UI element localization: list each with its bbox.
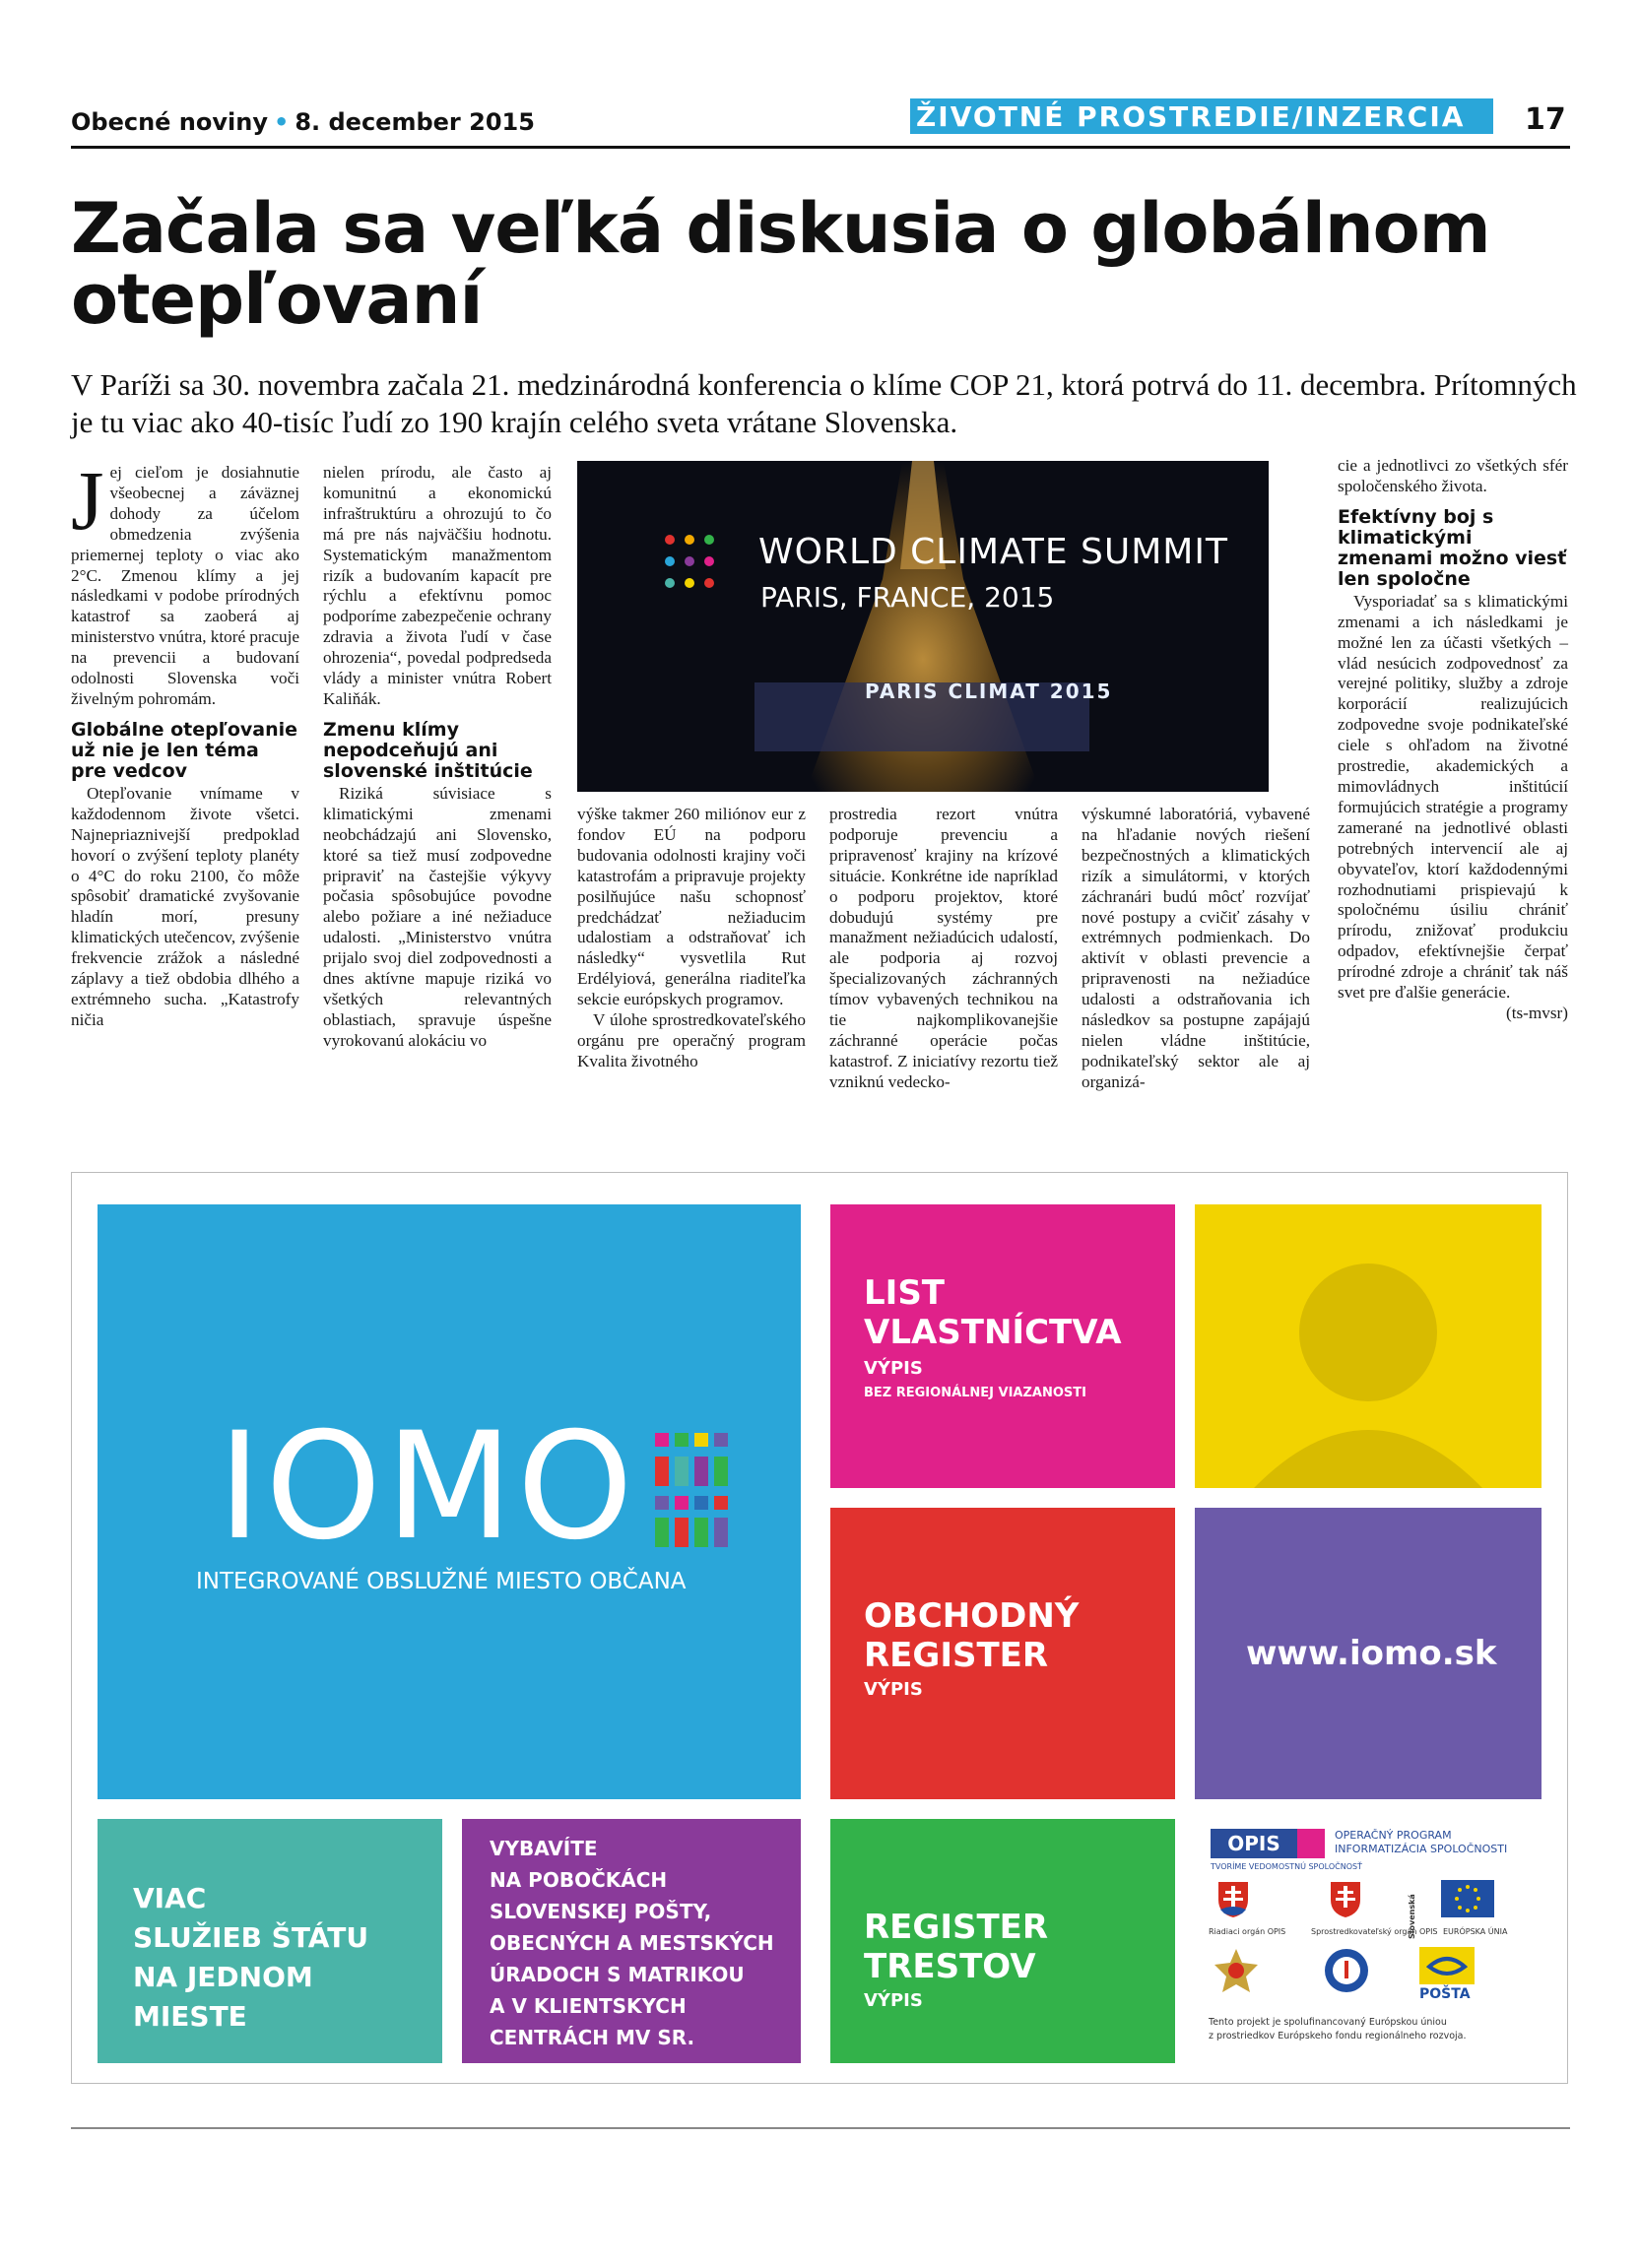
person-photo-icon xyxy=(1195,1204,1542,1488)
column3-paragraph1: výške takmer 260 miliónov eur z fondov EÚ na podporu budovania odolnosti krajiny voči katastrofám a pripravuje projekty posilňujúce našu schopnosť predchádzať nežiaducim udalostiam a odstraňovať ich následky“ vysvetlila Rut Erdélyiová, generálna riaditeľka sekcie európskych programov. xyxy=(577,805,806,1009)
masthead xyxy=(71,108,535,136)
column2-paragraph1: nielen prírodu, ale často aj komunitnú a ekonomickú infraštruktúru a ohrozujú to čo má pre nás najväčšiu hodnotu. Systematickým manažmentom rizík a budovaním kapacít pre rýchlu a efektívnu pomoc podporíme zabezpečenie ochrany zdravia a života ľudí v čase ohrozenia“, povedal podpredseda vlády a minister vnútra Robert Kaliňák. xyxy=(323,463,552,708)
eiffel-tower-illustration xyxy=(577,461,1269,792)
logo-label-3: EURÓPSKA ÚNIA xyxy=(1443,1927,1508,1936)
obchodny-register-tile xyxy=(830,1508,1175,1799)
column1-paragraph2: Otepľovanie vnímame v každodennom živote všetci. Najnepriaznivejší predpoklad hovorí o zvýšení teploty planéty o 4°C do roku 2100, čo môže spôsobiť dramatické zvyšovanie hladín morí, presuny klimatických utečencov, zvýšenie frekvencie zrážok a následné záplavy a tiež obdobia dlhého a extrémneho sucha. „Katastrofy ničia xyxy=(71,783,299,1029)
iomo-url[interactable]: www.iomo.sk xyxy=(1246,1634,1497,1673)
partner-logos-panel xyxy=(1195,1819,1542,2063)
iomo-advertisement xyxy=(71,1172,1568,2084)
tile2-line1: OBCHODNÝ xyxy=(864,1596,1080,1636)
vybavite-tile xyxy=(462,1819,801,2063)
page-number: 17 xyxy=(1525,102,1566,137)
tile4-line3: SLOVENSKEJ POŠTY, xyxy=(490,1900,712,1923)
cofinancing-line1: Tento projekt je spolufinancovaný Európskou úniou xyxy=(1209,2017,1447,2028)
article-column-3 xyxy=(577,805,806,1072)
tile4-line6: A V KLIENTSKYCH xyxy=(490,1994,687,2018)
column5-paragraph1: výskumné laboratóriá, vybavené na hľadanie nových riešení bezpečnostných a klimatických rizík a simulátormi, v ktorých záchranári budú môcť rozvíjať nové postupy a cvičiť zásahy v extrémnych podmienkach. Do aktivít v oblasti prevencie a pripravenosti na nežiadúce udalosti a odstraňovania ich následkov sa postupne zapájajú nielen vládne inštitúcie, podnikateľský sektor ale aj organizá- xyxy=(1082,805,1310,1091)
tile4-line1: VYBAVÍTE xyxy=(490,1837,598,1860)
article-signature: (ts-mvsr) xyxy=(1505,1003,1568,1022)
posta-vertical-label: Slovenská xyxy=(1408,1894,1416,1939)
ministry-coat-of-arms-icon xyxy=(1329,1880,1362,1919)
url-tile xyxy=(1195,1508,1542,1799)
subheading-3: Efektívny boj s klimatickými zmenami možno viesť len spoločne xyxy=(1338,505,1567,590)
tile1-line2: VLASTNÍCTVA xyxy=(864,1313,1122,1352)
tile4-line2: NA POBOČKÁCH xyxy=(490,1868,668,1892)
slovak-coat-of-arms-icon xyxy=(1216,1880,1250,1919)
viac-sluzieb-tile xyxy=(98,1819,442,2063)
photo-title: WORLD CLIMATE SUMMIT xyxy=(758,532,1228,572)
posta-label: POŠTA xyxy=(1419,1986,1471,2002)
tile5-line1: REGISTER xyxy=(864,1908,1049,1947)
subheading-1: Globálne otepľovanie už nie je len téma pre vedcov xyxy=(71,718,298,782)
column2-paragraph2: Riziká súvisiace s klimatickými zmenami neobchádzajú ani Slovensko, ktoré sa tiež musí zodpovedne pripraviť na častejšie výkyvy počasia spôsobujúce povodne alebo požiare a iné nežiaduce udalosti. „Ministerstvo vnútra prijalo svoj diel zodpovednosti a dnes aktívne mapuje riziká vo všetkých relevantných oblastiach, spravuje úspešne vyrokovanú alokáciu vo xyxy=(323,783,552,1050)
column4-paragraph1: prostredia rezort vnútra podporuje prevenciu a pripravenosť krajiny na krízové situácie. Konkrétne ide napríklad o podporu projektov, ktoré dobudujú systémy pre manažment nežiadúcich udalostí, ale podporia aj rozvoj špecializovaných záchranných tímov vybavených technikou na tie najkomplikovanejšie záchranné operácie počas katastrof. Z iniciatívy rezortu tiež vzniknú vedecko- xyxy=(829,805,1058,1091)
drop-cap: J xyxy=(71,453,104,548)
iomo-logo-tile xyxy=(98,1204,801,1799)
tile2-line2: REGISTER xyxy=(864,1636,1049,1675)
iomo-logo: IOMO xyxy=(218,1401,637,1573)
headline: Začala sa veľká diskusia o globálnom otepľovaní xyxy=(71,188,1490,340)
article-column-2 xyxy=(323,463,552,1052)
tile1-line4: BEZ REGIONÁLNEJ VIAZANOSTI xyxy=(864,1386,1086,1400)
register-trestov-tile xyxy=(830,1819,1175,2063)
tile3-line2: SLUŽIEB ŠTÁTU xyxy=(133,1921,369,1954)
posta-logo-icon xyxy=(1419,1947,1475,1984)
article-column-1 xyxy=(71,453,299,1031)
tile1-line1: LIST xyxy=(864,1273,945,1313)
subheading-2: Zmenu klímy nepodceňujú ani slovenské inštitúcie xyxy=(323,718,533,782)
opis-program-line1: OPERAČNÝ PROGRAM xyxy=(1335,1829,1452,1842)
iomo-people-icon xyxy=(655,1433,742,1551)
opis-program-text xyxy=(1335,1829,1507,1856)
tile5-line3: VÝPIS xyxy=(864,1990,923,2011)
logo-label-2: Sprostredkovateľský orgán OPIS xyxy=(1311,1927,1438,1936)
cofinancing-note xyxy=(1209,2016,1467,2043)
eu-flag-icon xyxy=(1441,1880,1494,1917)
photo-subtitle: PARIS, FRANCE, 2015 xyxy=(760,581,1055,614)
tile5-line2: TRESTOV xyxy=(864,1947,1036,1986)
header-rule xyxy=(71,146,1570,149)
photo-sign: PARIS CLIMAT 2015 xyxy=(865,680,1113,703)
yellow-photo-tile xyxy=(1195,1204,1542,1488)
eiffel-tower-photo xyxy=(577,461,1269,792)
article-column-4 xyxy=(829,805,1058,1093)
section-label: ŽIVOTNÉ PROSTREDIE/INZERCIA xyxy=(916,100,1466,133)
tile4-line7: CENTRÁCH MV SR. xyxy=(490,2026,695,2049)
article-column-5 xyxy=(1082,805,1310,1093)
tile4-line4: OBECNÝCH A MESTSKÝCH xyxy=(490,1931,774,1955)
opis-claim: TVORÍME VEDOMOSTNÚ SPOLOČNOSŤ xyxy=(1211,1862,1362,1871)
iomo-tagline: INTEGROVANÉ OBSLUŽNÉ MIESTO OBČANA xyxy=(196,1569,687,1594)
paper-name: Obecné noviny xyxy=(71,108,268,136)
logo-label-1: Riadiaci orgán OPIS xyxy=(1209,1927,1286,1936)
separator-dot: • xyxy=(273,108,290,136)
post-horn-icon xyxy=(1419,1947,1475,1984)
police-emblem-icon xyxy=(1213,1947,1260,1994)
opis-program-line2: INFORMATIZÁCIA SPOLOČNOSTI xyxy=(1335,1843,1508,1855)
column6-paragraph1: cie a jednotlivci zo všetkých sfér spoločenského života. xyxy=(1338,456,1568,495)
tile1-line3: VÝPIS xyxy=(864,1358,923,1379)
lead-paragraph: V Paríži sa 30. novembra začala 21. medzinárodná konferencia o klíme COP 21, ktorá potrvá do 11. decembra. Prítomných je tu viac ako 40-tisíc ľudí zo 190 krajín celého sveta vrátane Slovenska. xyxy=(71,367,1577,439)
column3-paragraph2: V úlohe sprostredkovateľského orgánu pre operačný program Kvalita životného xyxy=(577,1010,806,1070)
tile4-line5: ÚRADOCH S MATRIKOU xyxy=(490,1963,745,1986)
cofinancing-line2: z prostriedkov Európskeho fondu regionálneho rozvoja. xyxy=(1209,2031,1467,2041)
opis-logo-accent xyxy=(1297,1829,1325,1858)
article-column-6 xyxy=(1338,456,1568,1024)
tile3-line3: NA JEDNOM xyxy=(133,1961,313,1993)
column1-paragraph1: ej cieľom je dosiahnutie všeobecnej a záväznej dohody za účelom obmedzenia zvýšenia priemernej teploty o viac ako 2°C. Zmenou klímy a jej následkami v podobe prírodných katastrof sa zaoberá aj ministerstvo vnútra, ktoré pracuje na prevencii a budovaní odolnosti Slovenska voči živelným pohromám. xyxy=(71,463,299,708)
footer-rule xyxy=(71,2127,1570,2129)
list-vlastnictva-tile xyxy=(830,1204,1175,1488)
ministry-seal-icon xyxy=(1323,1947,1370,1994)
tile3-line1: VIAC xyxy=(133,1882,207,1914)
opis-logo: OPIS xyxy=(1211,1829,1297,1858)
summit-dots-logo xyxy=(662,532,731,601)
column6-paragraph2: Vysporiadať sa s klimatickými zmenami a ich následkami je možné len za účasti všetkých – vlád nesúcich zodpovednosť za verejné politiky, služby a zdroje korporácií realizujúcich zodpovedne svoje podnikateľské ciele s ohľadom na životné prostredie, akademických a mimovládnych inštitúcií formujúcich stratégie a programy zamerané na jednotlivé oblasti potrebných intervencií ale aj obyvateľov, ktorí každodennými rozhodnutiami prispievajú k spoločnému úsiliu chrániť prírodu, znižovať produkciu odpadov, efektívnejšie čerpať prírodné zdroje a chrániť tak náš svet pre ďalšie generácie. xyxy=(1338,591,1568,1003)
issue-date: 8. december 2015 xyxy=(295,108,535,136)
tile3-line4: MIESTE xyxy=(133,2000,247,2033)
tile2-line3: VÝPIS xyxy=(864,1679,923,1700)
